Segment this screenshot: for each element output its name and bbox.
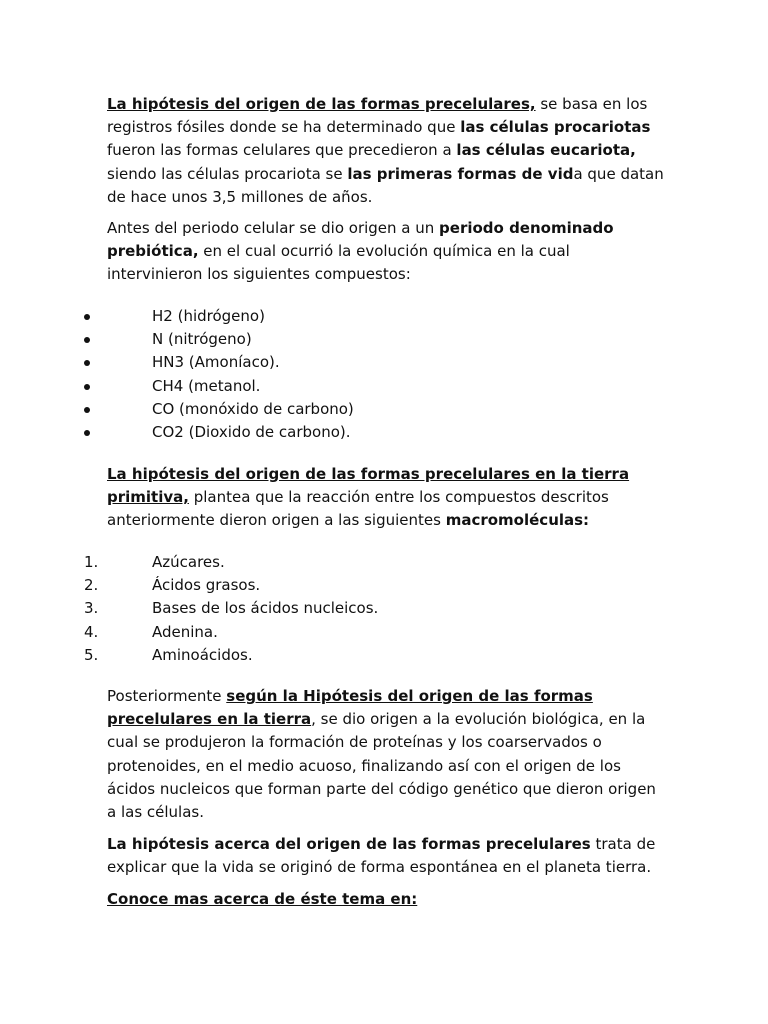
text-run: , se dio origen a la evolución biológica, en la cual se produjeron la formación de proteínas y los coarservados o protenoides, en el medio acuoso, finalizando así con el origen de los ácidos nucleicos que forman parte del código genético que dieron origen a las células.: [107, 710, 656, 822]
list-item: [0, 421, 768, 444]
list-item-text: Azúcares.: [152, 553, 225, 571]
bold-run: periodo denominado prebiótica,: [107, 219, 614, 261]
list-item-text: CO (monóxido de carbono): [152, 399, 354, 418]
list-item-text: CO2 (Dioxido de carbono).: [152, 422, 351, 441]
list-item-text: Ácidos grasos.: [152, 576, 261, 595]
paragraph-spontaneous-origin: [107, 833, 667, 879]
learn-more-heading: Conoce mas acerca de éste tema en:: [107, 890, 418, 908]
paragraph-biological-evolution: [107, 685, 667, 824]
text-run: fueron las formas celulares que precedieron a: [107, 141, 457, 160]
bullet-icon: [84, 337, 90, 343]
text-run: se basa en los registros fósiles donde se ha determinado que: [107, 95, 648, 137]
list-item-text: CH4 (metanol.: [152, 376, 261, 395]
list-item: [0, 644, 768, 667]
bullet-icon: [84, 407, 90, 413]
bullet-icon: [84, 430, 90, 436]
bullet-icon: [84, 384, 90, 390]
bold-run: las primeras formas de vid: [347, 164, 574, 183]
compounds-list: [0, 305, 768, 444]
list-item: [0, 305, 768, 328]
text-run: Posteriormente: [107, 687, 227, 705]
text-run: a que datan de hace unos 3,5 millones de años.: [107, 164, 664, 206]
list-number: 2.: [84, 576, 99, 595]
text-run: Antes del periodo celular se dio origen a un: [107, 219, 440, 237]
list-number: 1.: [84, 553, 99, 571]
list-item-text: Adenina.: [152, 622, 218, 641]
text-run: en el cual ocurrió la evolución química en la cual intervinieron los siguientes compuestos:: [107, 242, 570, 284]
bold-run: las células procariotas: [460, 118, 651, 137]
list-item-text: HN3 (Amoníaco).: [152, 353, 280, 372]
bullet-icon: [84, 360, 90, 366]
list-item-text: H2 (hidrógeno): [152, 307, 265, 325]
list-item: [0, 551, 768, 574]
heading-inline: La hipótesis del origen de las formas precelulares en la tierra primitiva,: [107, 465, 630, 507]
text-run: plantea que la reacción entre los compuestos descritos anteriormente dieron origen a las siguientes: [107, 488, 609, 530]
list-item: [0, 398, 768, 421]
list-number: 5.: [84, 645, 99, 664]
list-number: 4.: [84, 622, 99, 641]
text-run: trata de explicar que la vida se originó de forma espontánea en el planeta tierra.: [107, 835, 656, 877]
list-number: 3.: [84, 599, 99, 618]
bold-run: macromoléculas:: [445, 511, 590, 530]
list-item: [0, 597, 768, 620]
paragraph-prebiotic: [107, 217, 667, 287]
bold-run: las células eucariota,: [456, 141, 636, 160]
list-item-text: N (nitrógeno): [152, 330, 252, 349]
macromolecules-list: [0, 551, 768, 667]
list-item: [0, 574, 768, 597]
heading-inline: según la Hipótesis del origen de las formas precelulares en la tierra: [107, 687, 593, 729]
paragraph-intro: [107, 93, 667, 209]
text-run: siendo las células procariota se: [107, 164, 348, 183]
list-item-text: Bases de los ácidos nucleicos.: [152, 599, 379, 618]
bullet-icon: [84, 314, 90, 320]
heading-inline: La hipótesis del origen de las formas precelulares,: [107, 95, 536, 113]
list-item-text: Aminoácidos.: [152, 645, 253, 664]
list-item: [0, 328, 768, 351]
list-item: [0, 375, 768, 398]
paragraph-learn-more: [107, 888, 667, 911]
list-item: [0, 351, 768, 374]
paragraph-primitive-earth: [107, 463, 667, 533]
list-item: [0, 621, 768, 644]
bold-run: La hipótesis acerca del origen de las formas precelulares: [107, 835, 591, 853]
